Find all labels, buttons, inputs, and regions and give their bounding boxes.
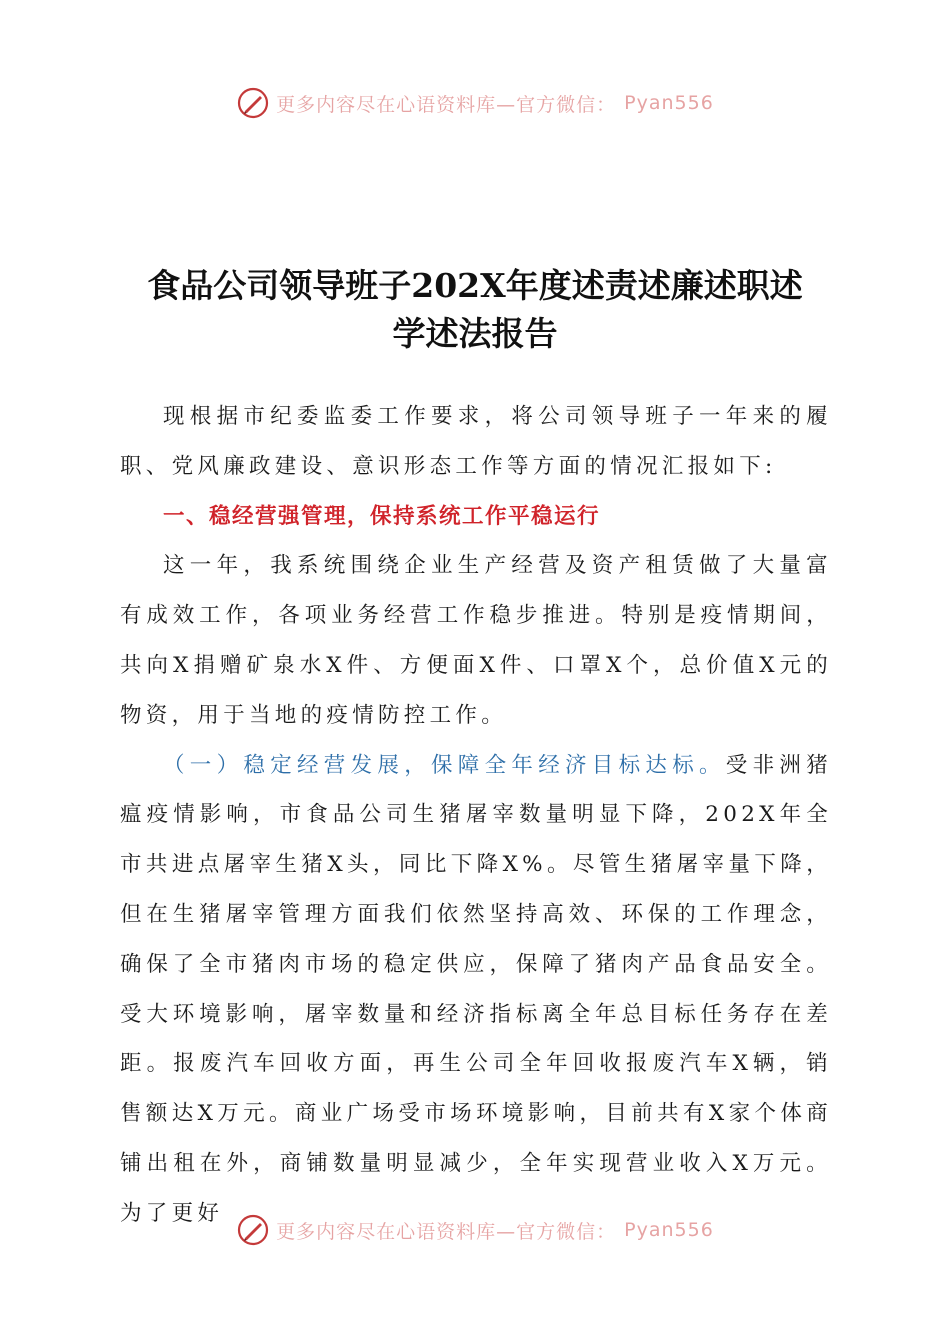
watermark-text: 更多内容尽在心语资料库—官方微信： [276, 93, 617, 116]
document-body [120, 392, 832, 1239]
brand-line [236, 86, 714, 120]
section1-paragraph: 这一年，我系统围绕企业生产经营及资产租赁做了大量富有成效工作，各项业务经营工作稳步推进。特别是疫情期间，共向X捐赠矿泉水X件、方便面X件、口罩X个，总价值X元的物资，用于当地的疫情防控工作。 [120, 553, 832, 728]
section-heading-1: 一、稳经营强管理，保持系统工作平稳运行 [163, 503, 601, 529]
intro-paragraph: 现根据市纪委监委工作要求，将公司领导班子一年来的履职、党风廉政建设、意识形态工作等方面的情况汇报如下: [120, 404, 832, 479]
page-title [80, 262, 870, 358]
sub-heading-1: （一）稳定经营发展，保障全年经济目标达标。 [163, 752, 726, 778]
watermark-wechat-footer: Pyan556 [624, 1219, 714, 1241]
sub-section-paragraph [120, 741, 832, 1239]
pen-logo-icon [236, 86, 270, 120]
brand-line-footer [236, 1213, 714, 1247]
watermark-text-footer: 更多内容尽在心语资料库—官方微信： [276, 1220, 617, 1243]
pen-logo-icon [236, 1213, 270, 1247]
watermark-wechat: Pyan556 [624, 92, 714, 114]
sub-section-body: 受非洲猪瘟疫情影响，市食品公司生猪屠宰数量明显下降，202X年全市共进点屠宰生猪X头，同比下降X%。尽管生猪屠宰量下降，但在生猪屠宰管理方面我们依然坚持高效、环保的工作理念，确保了全市猪肉市场的稳定供应，保障了猪肉产品食品安全。受大环境影响，屠宰数量和经济指标离全年总目标任务存在差距。报废汽车回收方面，再生公司全年回收报废汽车X辆，销售额达X万元。商业广场受市场环境影响，目前共有X家个体商铺出租在外，商铺数量明显减少，全年实现营业收入X万元。为了更好 [120, 752, 832, 1226]
title-line-2: 学述法报告 [392, 314, 558, 353]
title-line-1: 食品公司领导班子202X年度述责述廉述职述 [147, 266, 803, 305]
footer-watermark [0, 1210, 950, 1250]
header-watermark [0, 83, 950, 123]
